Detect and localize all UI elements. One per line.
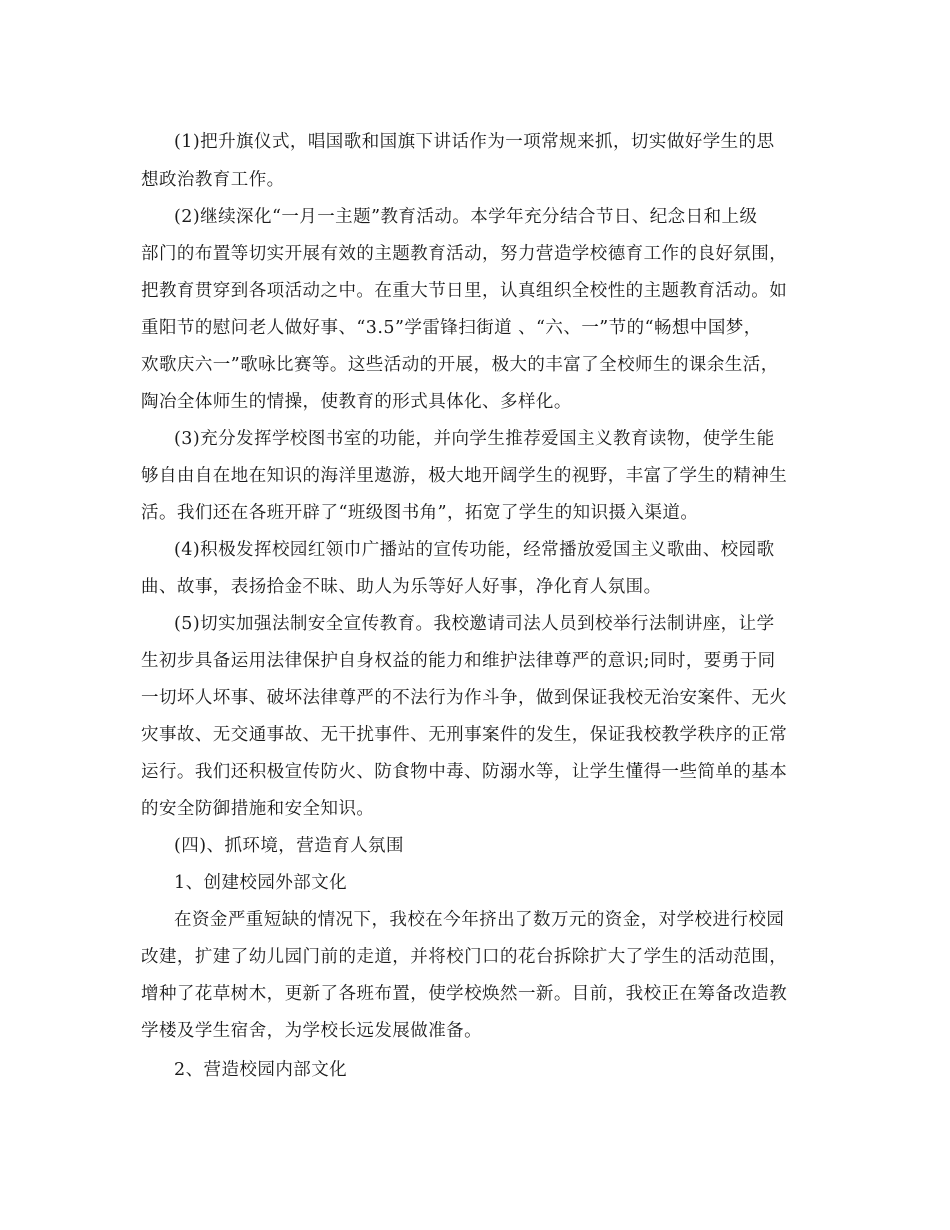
paragraph-6-line-1: 在资金严重短缺的情况下，我校在今年挤出了数万元的资金，对学校进行校园: [174, 910, 785, 930]
paragraph-2-line-6: 陶冶全体师生的情操，使教育的形式具体化、多样化。: [141, 392, 572, 412]
paragraph-5-line-4: 灾事故、无交通事故、无干扰事件、无刑事案件的发生，保证我校教学秩序的正常: [141, 725, 788, 745]
paragraph-4-line-1: (4)积极发挥校园红领巾广播站的宣传功能，经常播放爱国主义歌曲、校园歌: [174, 540, 775, 560]
paragraph-5-line-3: 一切坏人坏事、破坏法律尊严的不法行为作斗争，做到保证我校无治安案件、无火: [141, 688, 788, 708]
paragraph-4-line-2: 曲、故事，表扬拾金不昧、助人为乐等好人好事，净化育人氛围。: [141, 577, 662, 597]
paragraph-2-line-2: 部门的布置等切实开展有效的主题教育活动，努力营造学校德育工作的良好氛围，: [141, 244, 788, 264]
paragraph-1-line-2: 想政治教育工作。: [141, 170, 285, 190]
paragraph-3-line-2: 够自由自在地在知识的海洋里遨游，极大地开阔学生的视野，丰富了学生的精神生: [141, 466, 788, 486]
paragraph-2-line-3: 把教育贯穿到各项活动之中。在重大节日里，认真组织全校性的主题教育活动。如: [141, 281, 788, 301]
paragraph-3-line-3: 活。我们还在各班开辟了“班级图书角”，拓宽了学生的知识摄入渠道。: [141, 503, 699, 523]
paragraph-2-line-4: 重阳节的慰问老人做好事、“3.5”学雷锋扫街道 、“六、一”节的“畅想中国梦，: [141, 318, 762, 338]
paragraph-6-line-3: 增种了花草树木，更新了各班布置，使学校焕然一新。目前，我校正在筹备改造教: [141, 984, 788, 1004]
paragraph-6-line-2: 改建，扩建了幼儿园门前的走道，并将校门口的花台拆除扩大了学生的活动范围，: [141, 947, 788, 967]
section-heading-4: (四)、抓环境，营造育人氛围: [174, 836, 404, 856]
paragraph-3-line-1: (3)充分发挥学校图书室的功能，并向学生推荐爱国主义教育读物，使学生能: [174, 429, 775, 449]
paragraph-2-line-5: 欢歌庆六一”歌咏比赛等。这些活动的开展，极大的丰富了全校师生的课余生活，: [141, 355, 779, 375]
subheading-1: 1、创建校园外部文化: [174, 873, 348, 893]
paragraph-5-line-2: 生初步具备运用法律保护自身权益的能力和维护法律尊严的意识;同时，要勇于同: [141, 651, 776, 671]
subheading-2: 2、营造校园内部文化: [174, 1060, 348, 1080]
paragraph-6-line-4: 学楼及学生宿舍，为学校长远发展做准备。: [141, 1021, 483, 1041]
paragraph-2-line-1: (2)继续深化“一月一主题”教育活动。本学年充分结合节日、纪念日和上级: [174, 207, 758, 227]
paragraph-5-line-6: 的安全防御措施和安全知识。: [141, 799, 375, 819]
paragraph-5-line-1: (5)切实加强法制安全宣传教育。我校邀请司法人员到校举行法制讲座，让学: [174, 614, 775, 634]
paragraph-1-line-1: (1)把升旗仪式，唱国歌和国旗下讲话作为一项常规来抓，切实做好学生的思: [174, 132, 775, 152]
paragraph-5-line-5: 运行。我们还积极宣传防火、防食物中毒、防溺水等，让学生懂得一些简单的基本: [141, 762, 788, 782]
